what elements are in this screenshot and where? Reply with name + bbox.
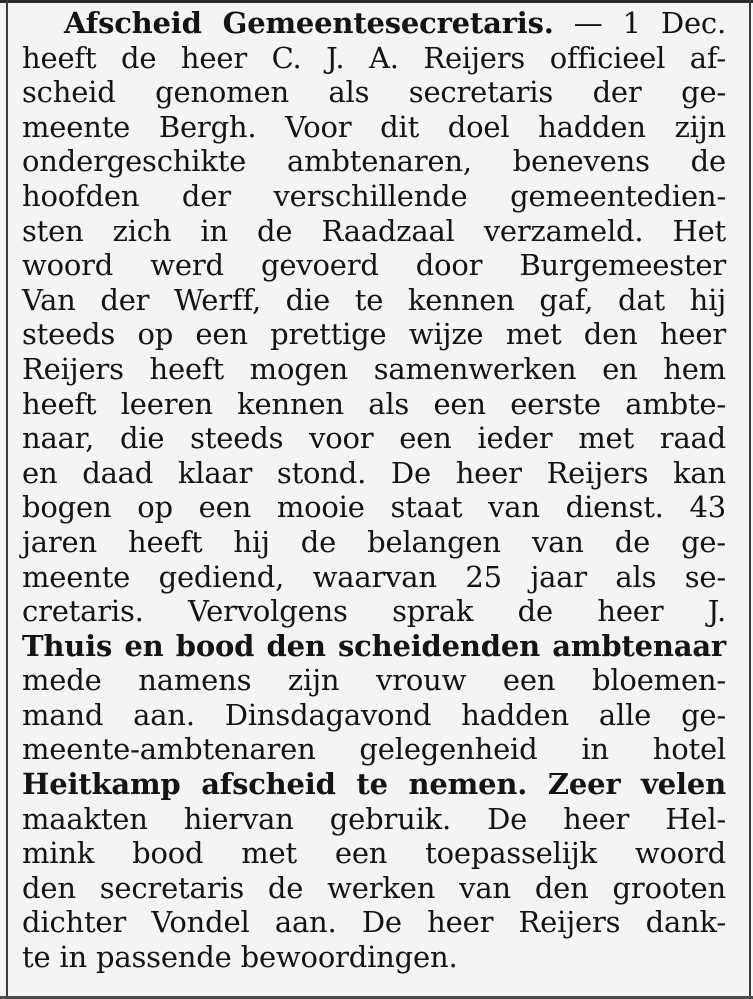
article-line: meente gediend, waarvan 25 jaar als se- [22, 559, 726, 594]
article-line: scheid genomen als secretaris der ge- [22, 75, 726, 110]
article-headline: Afscheid Gemeentesecretaris. [64, 6, 554, 40]
article-line: Thuis en bood den scheidenden ambtenaar [22, 628, 726, 663]
article-line: Heitkamp afscheid te nemen. Zeer velen [22, 767, 726, 802]
article-line: steeds op een prettige wijze met den heer [22, 317, 726, 352]
article-line: heeft de heer C. J. A. Reijers officieel af- [22, 40, 726, 75]
article-line: bogen op een mooie staat van dienst. 43 [22, 490, 726, 525]
article-line: maakten hiervan gebruik. De heer Hel- [22, 801, 726, 836]
article-line: mink bood met een toepasselijk woord [22, 836, 726, 871]
article-body [22, 6, 726, 975]
article-line: den secretaris de werken van den grooten [22, 870, 726, 905]
top-rule [0, 0, 753, 3]
article-line: heeft leeren kennen als een eerste ambte- [22, 386, 726, 421]
article-line: mede namens zijn vrouw een bloemen- [22, 663, 726, 698]
article-line: meente Bergh. Voor dit doel hadden zijn [22, 109, 726, 144]
right-rule [749, 0, 751, 999]
article-line: jaren heeft hij de belangen van de ge- [22, 524, 726, 559]
left-rule [6, 0, 8, 790]
article-line: Van der Werff, die te kennen gaf, dat hij [22, 282, 726, 317]
article-line: Reijers heeft mogen samenwerken en hem [22, 351, 726, 386]
article-date: — 1 Dec. [573, 6, 726, 40]
article-line: naar, die steeds voor een ieder met raad [22, 421, 726, 456]
left-rule-lower [6, 790, 8, 999]
article-line: cretaris. Vervolgens sprak de heer J. [22, 594, 726, 629]
article-line: ondergeschikte ambtenaren, benevens de [22, 144, 726, 179]
article-line: sten zich in de Raadzaal verzameld. Het [22, 213, 726, 248]
article-line: meente-ambtenaren gelegenheid in hotel [22, 732, 726, 767]
article-first-line [22, 6, 726, 41]
article-line: woord werd gevoerd door Burgemeester [22, 248, 726, 283]
article-line: en daad klaar stond. De heer Reijers kan [22, 455, 726, 490]
article-line: dichter Vondel aan. De heer Reijers dank- [22, 905, 726, 940]
article-line: hoofden der verschillende gemeentedien- [22, 178, 726, 213]
article-last-line: te in passende bewoordingen. [22, 940, 458, 975]
article-line: mand aan. Dinsdagavond hadden alle ge- [22, 697, 726, 732]
